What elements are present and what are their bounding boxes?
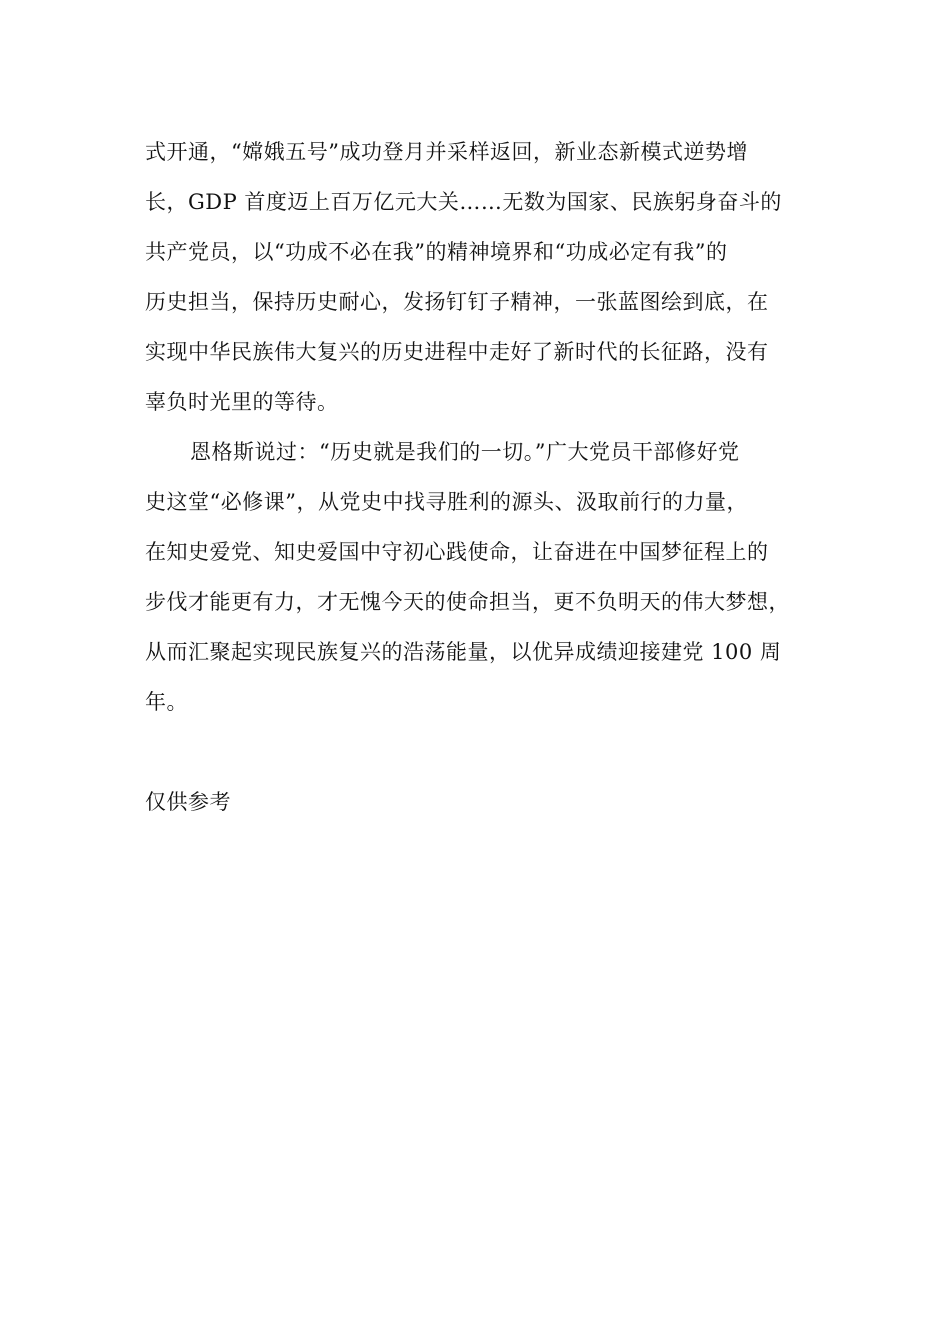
- paragraph2-line-6: 年。: [145, 690, 188, 714]
- paragraph1-line-2: 长，GDP 首度迈上百万亿元大关……无数为国家、民族躬身奋斗的: [145, 190, 782, 214]
- paragraph1-line-5: 实现中华民族伟大复兴的历史进程中走好了新时代的长征路，没有: [145, 340, 769, 364]
- paragraph1-line-3: 共产党员，以“功成不必在我”的精神境界和“功成必定有我”的: [145, 240, 728, 264]
- paragraph1-line-1: 式开通，“嫦娥五号”成功登月并采样返回，新业态新模式逆势增: [145, 140, 748, 164]
- reference-note: 仅供参考: [145, 790, 231, 814]
- paragraph2-line-2: 史这堂“必修课”，从党史中找寻胜利的源头、汲取前行的力量，: [145, 490, 748, 514]
- paragraph2-line-3: 在知史爱党、知史爱国中守初心践使命，让奋进在中国梦征程上的: [145, 540, 769, 564]
- paragraph2-line-4: 步伐才能更有力，才无愧今天的使命担当，更不负明天的伟大梦想，: [145, 590, 790, 614]
- paragraph2-line-5: 从而汇聚起实现民族复兴的浩荡能量，以优异成绩迎接建党 100 周: [145, 640, 782, 664]
- paragraph1-line-4: 历史担当，保持历史耐心，发扬钉钉子精神，一张蓝图绘到底，在: [145, 290, 769, 314]
- paragraph2-line-1: 恩格斯说过：“历史就是我们的一切。”广大党员干部修好党: [190, 440, 740, 464]
- paragraph1-line-6: 辜负时光里的等待。: [145, 390, 339, 414]
